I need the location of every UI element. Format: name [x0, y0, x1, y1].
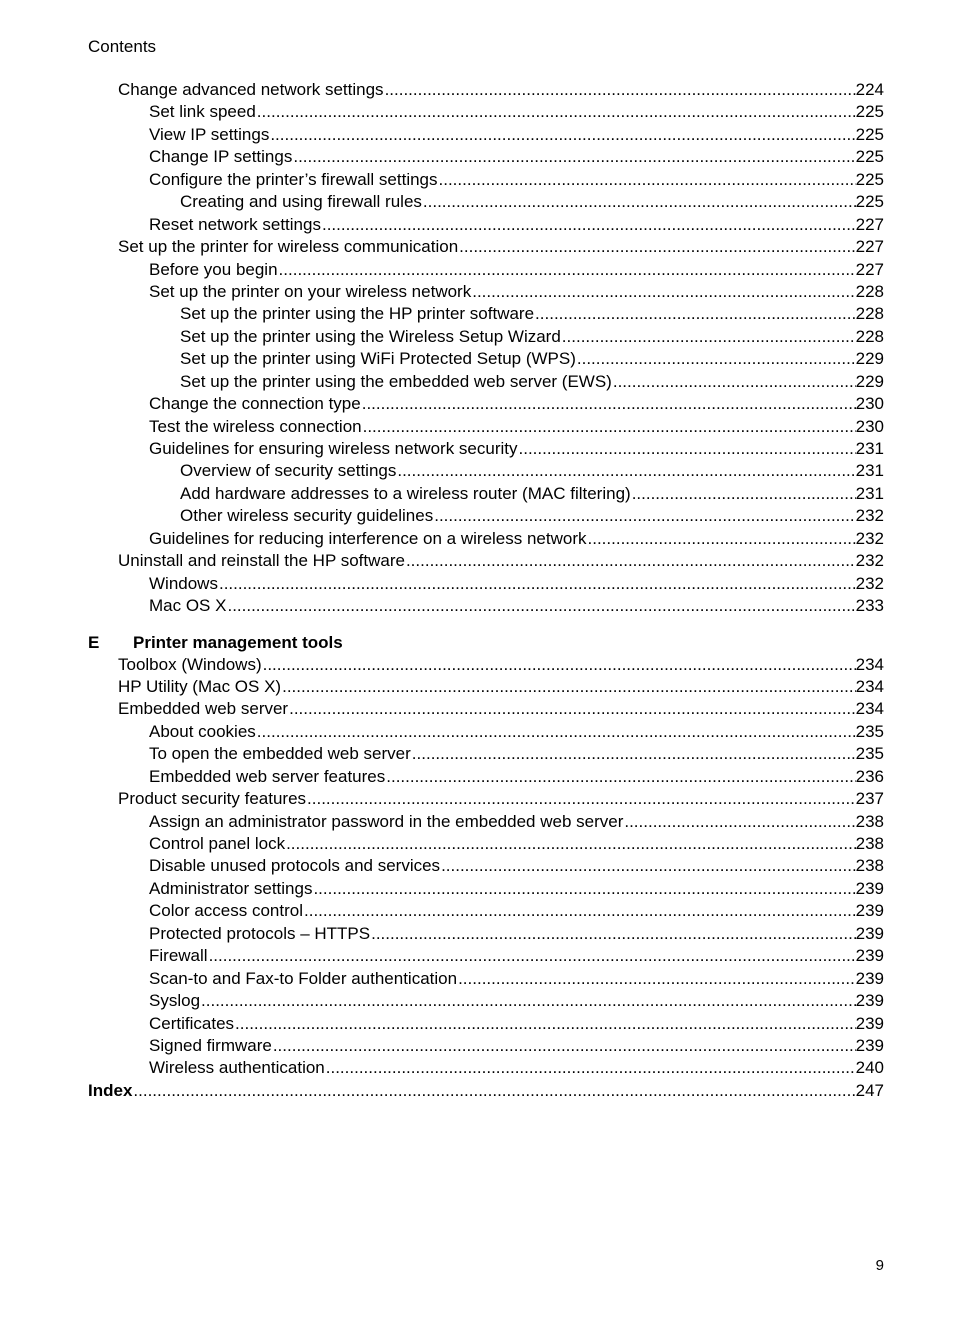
toc-entry[interactable]	[88, 676, 884, 698]
dot-leader	[363, 416, 856, 438]
toc-entry-title: Wireless authentication	[149, 1058, 325, 1078]
toc-entry-title: Syslog	[149, 991, 201, 1011]
dot-leader	[270, 124, 855, 146]
toc-entry-title: HP Utility (Mac OS X)	[118, 676, 282, 696]
toc-entry-page: 228	[855, 326, 884, 346]
toc-entry-page: 234	[855, 699, 884, 719]
toc-entry-title: Administrator settings	[149, 878, 313, 898]
dot-leader	[322, 214, 856, 236]
toc-entry-page: 232	[855, 551, 884, 571]
toc-entry-title: Change the connection type	[149, 394, 361, 414]
dot-leader	[273, 1035, 856, 1057]
toc-entry[interactable]	[88, 923, 884, 945]
toc-entry-page: 225	[855, 124, 884, 144]
toc-entry-page: 228	[855, 304, 884, 324]
toc-entry-page: 239	[855, 946, 884, 966]
dot-leader	[624, 811, 855, 833]
toc-entry-title: Scan-to and Fax-to Folder authentication	[149, 968, 458, 988]
toc-entry-title: Change advanced network settings	[118, 80, 384, 99]
dot-leader	[562, 326, 856, 348]
toc-entry-title: Set up the printer for wireless communication	[118, 237, 459, 257]
toc-section-continued	[88, 79, 884, 618]
toc-entry[interactable]	[88, 833, 884, 855]
dot-leader	[313, 878, 855, 900]
toc-entry-title: Firewall	[149, 946, 208, 966]
toc-entry-page: 231	[855, 461, 884, 481]
toc-entry-title: Reset network settings	[149, 214, 321, 234]
dot-leader	[219, 573, 856, 595]
dot-leader	[458, 968, 856, 990]
dot-leader	[326, 1057, 856, 1079]
toc-entry[interactable]	[88, 945, 884, 967]
dot-leader	[227, 595, 855, 617]
toc-entry-page: 238	[855, 856, 884, 876]
toc-entry-page: 238	[855, 811, 884, 831]
toc-entry[interactable]	[88, 1013, 884, 1035]
toc-entry[interactable]	[88, 460, 884, 482]
toc-entry-page: 240	[855, 1058, 884, 1078]
toc-entry-page: 228	[855, 281, 884, 301]
toc-entry[interactable]	[88, 191, 884, 213]
toc-entry-title: Toolbox (Windows)	[118, 654, 262, 674]
toc-entry-page: 227	[855, 259, 884, 279]
dot-leader	[279, 259, 856, 281]
toc-entry-page: 239	[855, 1035, 884, 1055]
toc-entry[interactable]	[88, 573, 884, 595]
toc-entry-page: 239	[855, 923, 884, 943]
toc-entry-page: 234	[855, 676, 884, 696]
toc-entry-page: 239	[855, 878, 884, 898]
toc-entry-title: Index	[88, 1080, 133, 1100]
toc-entry[interactable]	[88, 766, 884, 788]
dot-leader	[304, 900, 856, 922]
toc-entry[interactable]	[88, 1080, 884, 1102]
toc-entry-page: 231	[855, 483, 884, 503]
toc-entry[interactable]	[88, 743, 884, 765]
toc-entry[interactable]	[88, 214, 884, 236]
dot-leader	[293, 146, 855, 168]
toc-entry-page: 225	[855, 169, 884, 189]
toc-entry[interactable]	[88, 505, 884, 527]
toc-entry-page: 230	[855, 394, 884, 414]
dot-leader	[201, 990, 856, 1012]
toc-entry[interactable]	[88, 169, 884, 191]
toc-entry-page: 230	[855, 416, 884, 436]
toc-entry[interactable]	[88, 483, 884, 505]
toc-entry[interactable]	[88, 1057, 884, 1079]
toc-entry[interactable]	[88, 438, 884, 460]
toc-entry-page: 239	[855, 991, 884, 1011]
dot-leader	[535, 303, 856, 325]
dot-leader	[397, 460, 855, 482]
toc-entry-title: Test the wireless connection	[149, 416, 362, 436]
toc-entry-title: Protected protocols – HTTPS	[149, 923, 371, 943]
toc-entry-title: Guidelines for reducing interference on a wireless network	[149, 528, 587, 548]
toc-entry-page: 232	[855, 573, 884, 593]
toc-entry-page: 232	[855, 528, 884, 548]
toc-entry[interactable]	[88, 371, 884, 393]
dot-leader	[441, 855, 856, 877]
toc-entry[interactable]	[88, 348, 884, 370]
toc-entry-page: 224	[855, 80, 884, 99]
toc-entry-title: Add hardware addresses to a wireless router (MAC filtering)	[180, 483, 631, 503]
toc-entry-page: 237	[855, 789, 884, 809]
toc-entry-page: 235	[855, 744, 884, 764]
toc-entry-title: Windows	[149, 573, 218, 593]
toc-entry-title: To open the embedded web server	[149, 744, 411, 764]
toc-entry-page: 227	[855, 214, 884, 234]
chapter-title: Printer management tools	[133, 632, 343, 652]
dot-leader	[385, 79, 856, 101]
dot-leader	[257, 101, 856, 123]
toc-entry[interactable]	[88, 528, 884, 550]
dot-leader	[289, 698, 856, 720]
dot-leader	[263, 654, 856, 676]
toc-entry[interactable]	[88, 1035, 884, 1057]
toc-entry[interactable]	[88, 303, 884, 325]
dot-leader	[412, 743, 856, 765]
toc-entry-title: Other wireless security guidelines	[180, 506, 434, 526]
dot-leader	[459, 236, 855, 258]
toc-entry-title: Control panel lock	[149, 834, 286, 853]
toc-entry[interactable]	[88, 990, 884, 1012]
toc-entry-page: 225	[855, 192, 884, 212]
dot-leader	[362, 393, 856, 415]
toc-entry-title: Change IP settings	[149, 147, 293, 167]
toc-entry-title: About cookies	[149, 721, 256, 741]
toc-entry-title: Set up the printer using the Wireless Setup Wizard	[180, 326, 561, 346]
toc-entry-title: Signed firmware	[149, 1035, 272, 1055]
dot-leader	[632, 483, 856, 505]
toc-entry-title: Before you begin	[149, 259, 278, 279]
dot-leader	[235, 1013, 856, 1035]
table-of-contents	[88, 79, 884, 1102]
toc-entry-page: 229	[855, 349, 884, 369]
dot-leader	[286, 833, 856, 855]
toc-entry-title: Assign an administrator password in the embedded web server	[149, 811, 624, 831]
toc-entry[interactable]	[88, 721, 884, 743]
toc-entry-page: 225	[855, 102, 884, 122]
toc-entry[interactable]	[88, 811, 884, 833]
toc-entry[interactable]	[88, 968, 884, 990]
toc-entry[interactable]	[88, 855, 884, 877]
toc-entry-page: 229	[855, 371, 884, 391]
dot-leader	[406, 550, 856, 572]
toc-entry-title: Mac OS X	[149, 596, 227, 616]
chapter-heading	[88, 632, 884, 654]
toc-entry-page: 239	[855, 968, 884, 988]
toc-entry-title: Embedded web server features	[149, 766, 386, 786]
toc-entry-page: 225	[855, 147, 884, 167]
toc-entry[interactable]	[88, 146, 884, 168]
dot-leader	[371, 923, 856, 945]
toc-entry-title: Disable unused protocols and services	[149, 856, 441, 876]
toc-entry-page: 238	[855, 834, 884, 853]
toc-entry-title: Set up the printer using the HP printer software	[180, 304, 535, 324]
running-header: Contents	[88, 37, 157, 56]
toc-entry-page: 239	[855, 1013, 884, 1033]
toc-entry[interactable]	[88, 326, 884, 348]
dot-leader	[282, 676, 856, 698]
toc-entry[interactable]	[88, 698, 884, 720]
dot-leader	[209, 945, 856, 967]
dot-leader	[257, 721, 856, 743]
dot-leader	[307, 788, 856, 810]
toc-entry-title: Embedded web server	[118, 699, 289, 719]
toc-entry-page: 232	[855, 506, 884, 526]
toc-entry[interactable]	[88, 79, 884, 101]
toc-entry-page: 231	[855, 439, 884, 458]
dot-leader	[423, 191, 856, 213]
dot-leader	[434, 505, 855, 527]
toc-entry[interactable]	[88, 101, 884, 123]
toc-entry[interactable]	[88, 393, 884, 415]
toc-entry-title: Configure the printer’s firewall settings	[149, 169, 438, 189]
toc-entry-title: Guidelines for ensuring wireless network security	[149, 439, 518, 458]
dot-leader	[133, 1080, 855, 1102]
toc-entry[interactable]	[88, 124, 884, 146]
toc-section-e	[88, 654, 884, 1103]
toc-entry[interactable]	[88, 416, 884, 438]
toc-entry-title: Set up the printer using the embedded web server (EWS)	[180, 371, 612, 391]
toc-entry[interactable]	[88, 595, 884, 617]
toc-entry[interactable]	[88, 788, 884, 810]
toc-entry[interactable]	[88, 878, 884, 900]
toc-entry-title: Certificates	[149, 1013, 235, 1033]
dot-leader	[588, 528, 856, 550]
toc-entry[interactable]	[88, 259, 884, 281]
toc-entry-title: Product security features	[118, 789, 307, 809]
toc-entry-title: Uninstall and reinstall the HP software	[118, 551, 405, 571]
toc-entry[interactable]	[88, 281, 884, 303]
page-number: 9	[875, 1257, 884, 1274]
toc-entry-page: 227	[855, 237, 884, 257]
toc-entry-title: Set link speed	[149, 102, 256, 122]
toc-entry-title: Creating and using firewall rules	[180, 192, 422, 212]
dot-leader	[386, 766, 855, 788]
toc-entry-title: Color access control	[149, 901, 304, 921]
toc-entry[interactable]	[88, 900, 884, 922]
chapter-letter: E	[88, 632, 100, 652]
toc-entry[interactable]	[88, 654, 884, 676]
toc-entry-title: Set up the printer using WiFi Protected Setup (WPS)	[180, 349, 576, 369]
toc-entry-page: 239	[855, 901, 884, 921]
dot-leader	[439, 169, 856, 191]
toc-entry-title: Overview of security settings	[180, 461, 397, 481]
toc-entry[interactable]	[88, 236, 884, 258]
toc-entry-title: View IP settings	[149, 124, 270, 144]
dot-leader	[577, 348, 856, 370]
dot-leader	[519, 438, 856, 460]
toc-entry-page: 233	[855, 596, 884, 616]
dot-leader	[472, 281, 855, 303]
toc-entry-page: 234	[855, 654, 884, 674]
toc-entry-page: 235	[855, 721, 884, 741]
toc-entry-title: Set up the printer on your wireless network	[149, 281, 472, 301]
toc-entry-page: 236	[855, 766, 884, 786]
toc-entry[interactable]	[88, 550, 884, 572]
toc-entry-page: 247	[855, 1080, 884, 1100]
dot-leader	[613, 371, 856, 393]
